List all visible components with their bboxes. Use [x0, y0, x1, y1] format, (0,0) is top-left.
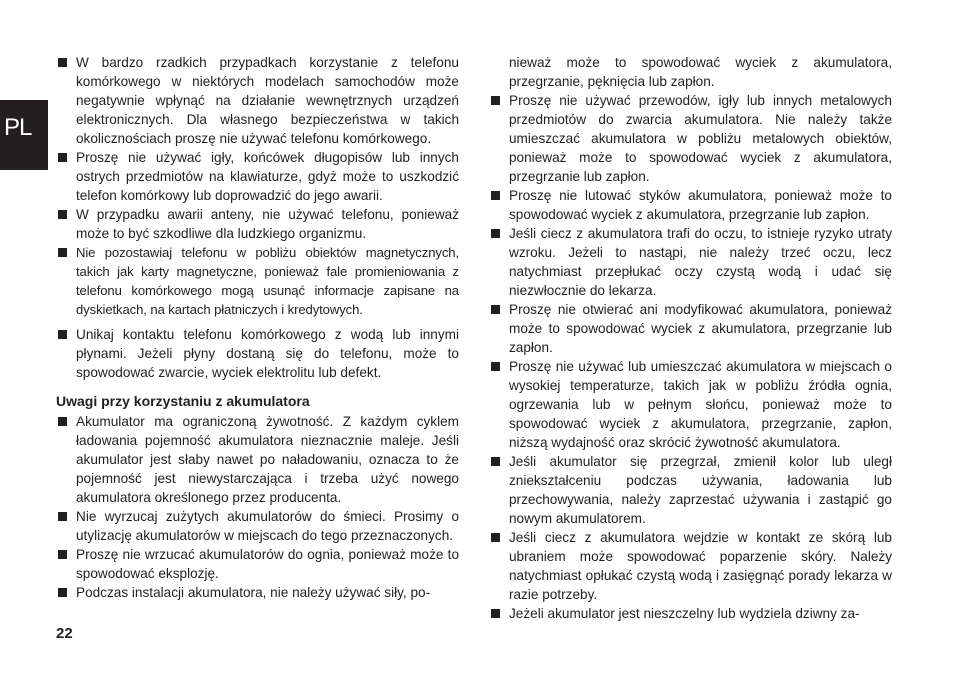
- section-heading: Uwagi przy korzystaniu z akumulatora: [56, 393, 310, 409]
- bullet-item-battery-fire: Proszę nie wrzucać akumulatorów do ognia, ponieważ może to spowodować eksplozję.: [56, 545, 459, 583]
- bullet-item-soldering: Proszę nie lutować styków akumulatora, ponieważ może to spowodować wyciek z akumulatora, przegrzanie lub zapłon.: [489, 186, 892, 224]
- right-column: [489, 53, 892, 623]
- bullet-item-battery-life: Akumulator ma ograniczoną żywotność. Z każdym cyklem ładowania pojemność akumulatora nieznacznie maleje. Jeśli akumulator jest słaby nawet po naładowaniu, oznacza to że pojemność jest niewystarczająca i trzeba użyć nowego akumulatora określonego przez producenta.: [56, 412, 459, 507]
- bullet-item-eyes: Jeśli ciecz z akumulatora trafi do oczu, to istnieje ryzyko utraty wzroku. Jeżeli to nastąpi, nie należy trzeć oczu, lecz natychmiast przepłukać oczy czystą wodą i udać się niezwłocznie do lekarza.: [489, 224, 892, 300]
- language-tab-label: PL: [4, 114, 32, 141]
- bullet-item-leaking: Jeżeli akumulator jest nieszczelny lub wydziela dziwny za-: [489, 604, 892, 623]
- bullet-item-magnetic: Nie pozostawiaj telefonu w pobliżu obiektów magnetycznych, takich jak karty magnetyczne, ponieważ fale promieniowania z telefonu komórkowego mogą usunąć informacje zapisane na dyskietkach, na kartach płatniczych i kredytowych.: [56, 243, 459, 319]
- bullet-item-short-circuit: Proszę nie używać przewodów, igły lub innych metalowych przedmiotów do zwarcia akumulatora. Nie należy także umieszczać akumulatora w pobliżu metalowych obiektów, ponieważ może to spowodować wyciek z akumulatora, przegrzanie lub zapłon.: [489, 91, 892, 186]
- bullet-item-skin-contact: Jeśli ciecz z akumulatora wejdzie w kontakt ze skórą lub ubraniem może spowodować poparzenie skóry. Należy natychmiast opłukać czystą wodą i zasięgnąć porady lekarza w razie potrzeby.: [489, 528, 892, 604]
- bullet-item-battery-install: Podczas instalacji akumulatora, nie należy używać siły, po-: [56, 583, 459, 602]
- continued-text: nieważ może to spowodować wyciek z akumulatora, przegrzanie, pęknięcia lub zapłon.: [509, 55, 892, 89]
- bullet-item-sharp-objects: Proszę nie używać igły, końcówek długopisów lub innych ostrych przedmiotów na klawiaturze, gdyż może to uszkodzić telefon komórkowy lub doprowadzić do jego awarii.: [56, 148, 459, 205]
- bullet-item-modify: Proszę nie otwierać ani modyfikować akumulatora, ponieważ może to spowodować wyciek z akumulatora, przegrzanie lub zapłon.: [489, 300, 892, 357]
- bullet-item-overheat: Jeśli akumulator się przegrzał, zmienił kolor lub uległ zniekształceniu podczas używania, ładowania lub przechowywania, należy zaprzestać używania i zastąpić go nowym akumulatorem.: [489, 452, 892, 528]
- bullet-item-antenna: W przypadku awarii anteny, nie używać telefonu, ponieważ może to być szkodliwe dla ludzkiego organizmu.: [56, 205, 459, 243]
- bullet-item-battery-disposal: Nie wyrzucaj zużytych akumulatorów do śmieci. Prosimy o utylizację akumulatorów w miejscach do tego przeznaczonych.: [56, 507, 459, 545]
- page-number: 22: [56, 625, 73, 642]
- bullet-item-car-electronics: W bardzo rzadkich przypadkach korzystanie z telefonu komórkowego w niektórych modelach samochodów może negatywnie wpłynąć na działanie wewnętrznych urządzeń elektronicznych. Dla własnego bezpieczeństwa w takich okolicznościach proszę nie używać telefonu komórkowego.: [56, 53, 459, 148]
- bullet-item-heat: Proszę nie używać lub umieszczać akumulatora w miejscach o wysokiej temperaturze, takich jak w pobliżu źródła ognia, ogrzewania lub w pełnym słońcu, ponieważ może to spowodować wyciek z akumulatora, przegrzanie, zapłon, niższą wydajność oraz skrócić żywotność akumulatora.: [489, 357, 892, 452]
- language-tab: [0, 100, 48, 170]
- bullet-item-water: Unikaj kontaktu telefonu komórkowego z wodą lub innymi płynami. Jeżeli płyny dostaną się do telefonu, może to spowodować zwarcie, wyciek elektrolitu lub defekt.: [56, 325, 459, 382]
- left-column: [56, 53, 459, 602]
